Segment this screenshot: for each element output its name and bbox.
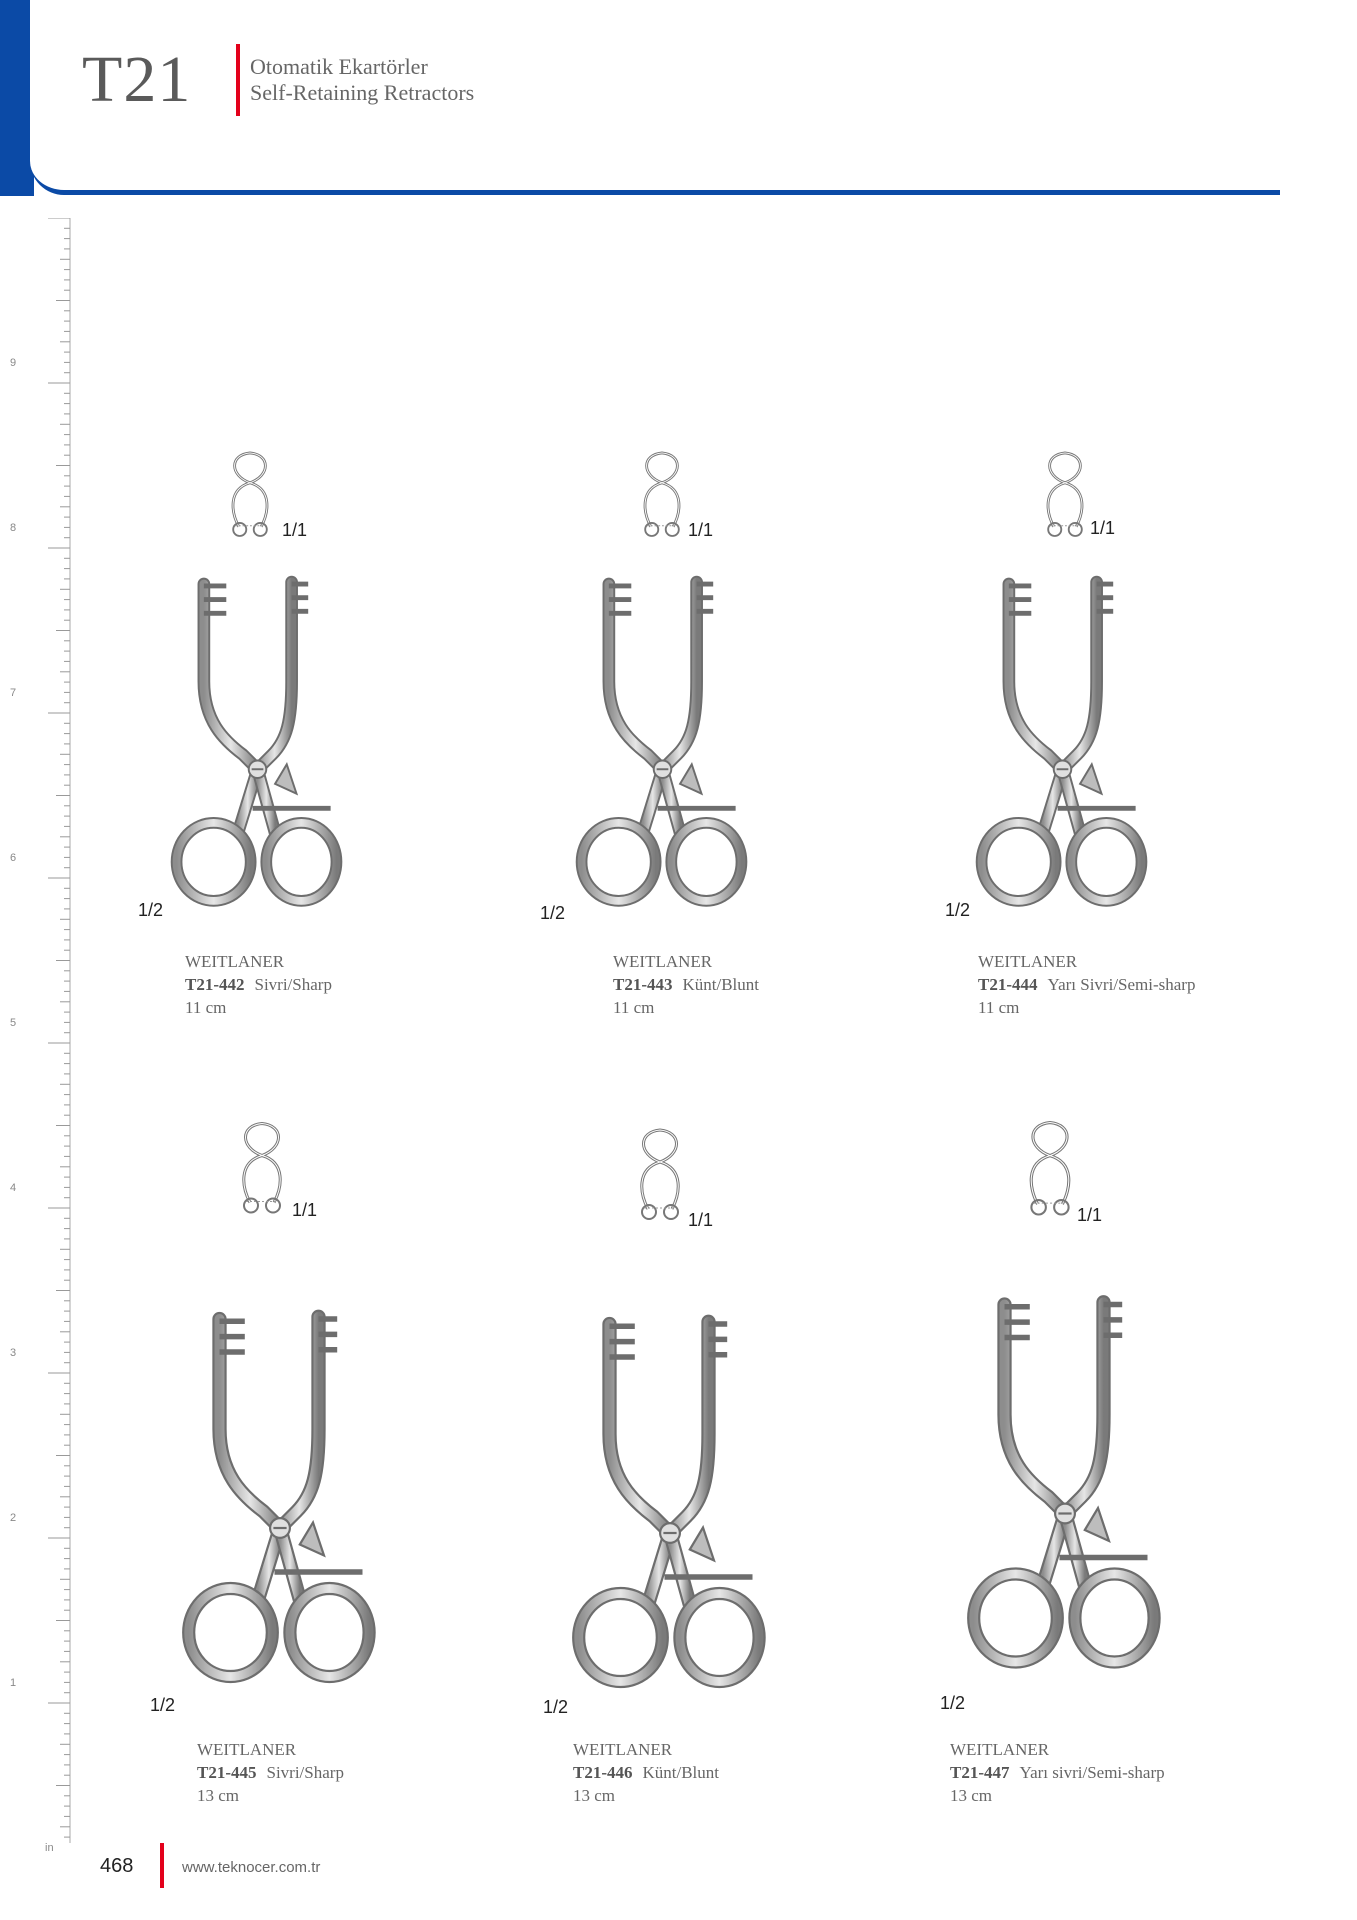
product-code-line bbox=[950, 1761, 1165, 1784]
ruler-number: 7 bbox=[10, 687, 17, 699]
detail-scale-label: 1/1 bbox=[292, 1200, 318, 1220]
retractor-illustration bbox=[565, 570, 760, 910]
retractor-illustration bbox=[560, 1290, 780, 1710]
product-brand: WEITLANER bbox=[978, 952, 1078, 971]
detail-scale-label: 1/1 bbox=[1077, 1205, 1103, 1225]
product-size: 13 cm bbox=[950, 1786, 993, 1805]
product-card bbox=[945, 445, 1215, 955]
loop-detail-icon bbox=[232, 1110, 292, 1225]
product-brand: WEITLANER bbox=[950, 1740, 1050, 1759]
product-description: Yarı Sivri/Semi-sharp bbox=[1047, 975, 1196, 994]
product-caption bbox=[185, 950, 332, 1019]
product-code-line bbox=[613, 973, 759, 996]
website-link[interactable]: www.teknocer.com.tr bbox=[182, 1859, 321, 1876]
ruler-number: 5 bbox=[10, 1017, 17, 1029]
product-code: T21-443 bbox=[613, 975, 673, 994]
product-size: 13 cm bbox=[197, 1786, 240, 1805]
product-code-line bbox=[197, 1761, 344, 1784]
header-divider bbox=[236, 44, 240, 116]
product-description: Sivri/Sharp bbox=[266, 1763, 344, 1782]
retractor-illustration bbox=[965, 570, 1160, 910]
product-caption bbox=[613, 950, 759, 1019]
product-size: 11 cm bbox=[185, 998, 227, 1017]
retractor-illustration bbox=[170, 1285, 390, 1705]
loop-detail-icon bbox=[222, 445, 278, 543]
product-card bbox=[543, 1115, 810, 1720]
product-caption bbox=[978, 950, 1195, 1019]
product-code: T21-445 bbox=[197, 1763, 257, 1782]
product-description: Künt/Blunt bbox=[642, 1763, 720, 1782]
product-size: 11 cm bbox=[978, 998, 1020, 1017]
image-scale-label: 1/2 bbox=[138, 900, 164, 920]
detail-scale-label: 1/1 bbox=[282, 520, 308, 540]
loop-detail-icon bbox=[630, 1115, 690, 1233]
product-card bbox=[150, 1110, 420, 1720]
product-code: T21-447 bbox=[950, 1763, 1010, 1782]
detail-scale-label: 1/1 bbox=[688, 520, 714, 540]
retractor-illustration bbox=[160, 570, 355, 910]
product-brand: WEITLANER bbox=[573, 1740, 673, 1759]
product-caption bbox=[950, 1738, 1165, 1807]
product-brand: WEITLANER bbox=[613, 952, 713, 971]
image-scale-label: 1/2 bbox=[540, 903, 566, 923]
ruler-number: 9 bbox=[10, 357, 17, 369]
product-code-line bbox=[185, 973, 332, 996]
image-scale-label: 1/2 bbox=[945, 900, 971, 920]
product-card bbox=[540, 445, 810, 955]
image-scale-label: 1/2 bbox=[543, 1697, 569, 1717]
product-description: Sivri/Sharp bbox=[254, 975, 332, 994]
section-title-en: Self-Retaining Retractors bbox=[250, 80, 475, 105]
ruler-number: 4 bbox=[10, 1182, 17, 1194]
product-brand: WEITLANER bbox=[185, 952, 285, 971]
measurement-ruler bbox=[38, 218, 72, 1843]
retractor-illustration bbox=[955, 1258, 1175, 1703]
product-code: T21-442 bbox=[185, 975, 245, 994]
product-description: Künt/Blunt bbox=[682, 975, 760, 994]
detail-scale-label: 1/1 bbox=[688, 1210, 714, 1230]
product-code-line bbox=[573, 1761, 719, 1784]
ruler-unit: in bbox=[45, 1842, 54, 1854]
ruler-number: 6 bbox=[10, 852, 17, 864]
image-scale-label: 1/2 bbox=[150, 1695, 176, 1715]
product-code: T21-444 bbox=[978, 975, 1038, 994]
product-card bbox=[138, 445, 410, 955]
page-number: 468 bbox=[100, 1855, 134, 1877]
footer-divider bbox=[160, 1843, 164, 1888]
product-code-line bbox=[978, 973, 1195, 996]
loop-detail-icon bbox=[1019, 1108, 1081, 1228]
detail-scale-label: 1/1 bbox=[1090, 518, 1116, 538]
product-size: 11 cm bbox=[613, 998, 655, 1017]
loop-detail-icon bbox=[1037, 445, 1093, 543]
section-code: T21 bbox=[82, 43, 192, 116]
loop-detail-icon bbox=[634, 445, 690, 543]
header bbox=[30, 0, 1280, 195]
product-description: Yarı sivri/Semi-sharp bbox=[1019, 1763, 1165, 1782]
product-brand: WEITLANER bbox=[197, 1740, 297, 1759]
ruler-number: 3 bbox=[10, 1347, 17, 1359]
product-caption bbox=[573, 1738, 719, 1807]
product-code: T21-446 bbox=[573, 1763, 633, 1782]
header-accent-band bbox=[0, 0, 34, 196]
ruler-number: 1 bbox=[10, 1677, 17, 1689]
product-card bbox=[940, 1108, 1205, 1718]
section-title-tr: Otomatik Ekartörler bbox=[250, 54, 428, 79]
product-caption bbox=[197, 1738, 344, 1807]
ruler-number: 8 bbox=[10, 522, 17, 534]
image-scale-label: 1/2 bbox=[940, 1693, 966, 1713]
ruler-ticks bbox=[38, 218, 72, 1843]
ruler-number: 2 bbox=[10, 1512, 17, 1524]
product-size: 13 cm bbox=[573, 1786, 616, 1805]
